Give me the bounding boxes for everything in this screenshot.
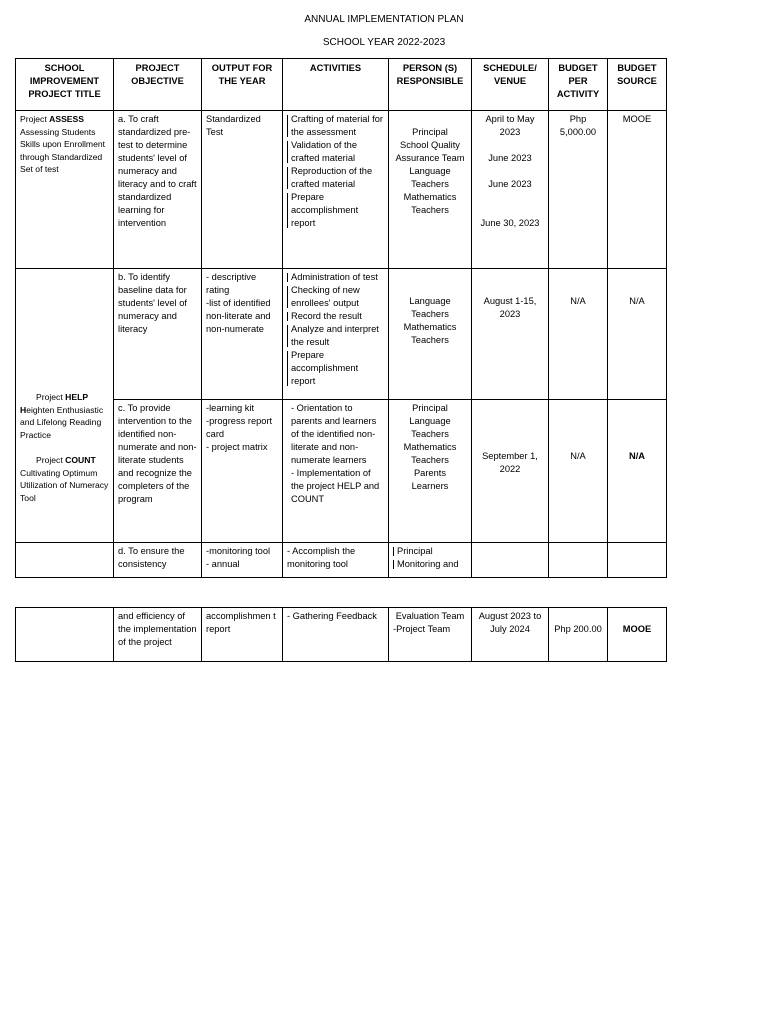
activity-item: Validation of the crafted material — [287, 139, 384, 165]
objective-cell: c. To provide intervention to the identified non-numerate and non-literate students and recognize the completers of the program — [114, 400, 202, 543]
activity-item: Crafting of material for the assessment — [287, 113, 384, 139]
implementation-plan-table — [15, 58, 667, 578]
output-item: - annual — [206, 559, 240, 569]
activity-item: Record the result — [287, 310, 384, 323]
help-letter: H — [20, 404, 27, 415]
header-project-title: SCHOOL IMPROVEMENT PROJECT TITLE — [16, 59, 114, 111]
document-title: ANNUAL IMPLEMENTATION PLAN — [304, 14, 464, 25]
activity-item: Reproduction of the crafted material — [287, 165, 384, 191]
person-item: Parents — [413, 468, 447, 478]
persons-cell — [389, 400, 472, 543]
header-output: OUTPUT FOR THE YEAR — [202, 59, 283, 111]
output-cell — [202, 543, 283, 578]
project-description: Assessing Students Skills upon Enrollment through Standardized Set of test — [20, 126, 106, 174]
source-cell: N/A — [608, 269, 667, 400]
budget-cell-empty — [549, 543, 608, 578]
activity-item: - Implementation of the project HELP and COUNT — [291, 468, 380, 504]
project-name: ASSESS — [49, 114, 85, 124]
activities-cell: - Accomplish the monitoring tool — [283, 543, 389, 578]
project-cell-empty — [16, 543, 114, 578]
activities-cell — [283, 111, 389, 269]
source-cell: N/A — [608, 400, 667, 543]
activity-item: Administration of test — [287, 271, 384, 284]
help-name: HELP — [65, 392, 89, 402]
activity-item: Prepare accomplishment report — [287, 191, 384, 230]
person-item: Mathematics Teachers — [403, 442, 457, 465]
activity-item: Prepare accomplishment report — [287, 349, 384, 388]
schedule-cell: September 1, 2022 — [472, 400, 549, 543]
persons-cell — [389, 269, 472, 400]
source-cell-empty — [608, 543, 667, 578]
source-cell: MOOE — [608, 608, 667, 662]
person-item: Principal — [412, 403, 448, 413]
output-cell: Standardized Test — [202, 111, 283, 269]
project-assess-cell — [16, 111, 114, 269]
schedule-item: June 2023 — [488, 179, 532, 189]
person-item: Principal — [412, 127, 448, 137]
schedule-item: June 2023 — [488, 153, 532, 163]
budget-cell: Php 5,000.00 — [549, 111, 608, 269]
objective-cell: and efficiency of the implementation of the project — [114, 608, 202, 662]
person-item: Learners — [411, 481, 449, 491]
budget-cell: N/A — [549, 400, 608, 543]
source-cell: MOOE — [608, 111, 667, 269]
person-item: Mathematics Teachers — [403, 192, 457, 215]
table-row — [16, 400, 667, 543]
objective-cell: b. To identify baseline data for students' level of numeracy and literacy — [114, 269, 202, 400]
schedule-cell — [472, 111, 549, 269]
persons-cell — [389, 111, 472, 269]
header-persons: PERSON (S) RESPONSIBLE — [389, 59, 472, 111]
table-row — [16, 543, 667, 578]
table-row — [16, 269, 667, 400]
table-row — [16, 111, 667, 269]
document-subtitle: SCHOOL YEAR 2022-2023 — [322, 37, 446, 48]
output-item: - project matrix — [206, 442, 268, 452]
activities-cell — [283, 400, 389, 543]
header-activities: ACTIVITIES — [283, 59, 389, 111]
output-item: -list of identified non-literate and non-numerate — [206, 298, 271, 334]
person-item: -Project Team — [393, 624, 451, 634]
budget-cell: Php 200.00 — [549, 608, 608, 662]
person-item: Monitoring and — [393, 558, 467, 571]
table-row — [16, 608, 667, 662]
count-prefix: Project — [36, 455, 66, 465]
schedule-item: April to May 2023 — [485, 114, 535, 137]
continuation-table — [15, 607, 667, 662]
header-row — [16, 59, 667, 111]
output-cell — [202, 269, 283, 400]
person-item: Language Teachers — [409, 296, 451, 319]
project-cell-empty — [16, 608, 114, 662]
activities-cell: - Gathering Feedback — [283, 608, 389, 662]
schedule-cell: August 2023 to July 2024 — [472, 608, 549, 662]
header-budget: BUDGET PER ACTIVITY — [549, 59, 608, 111]
output-cell: accomplishmen t report — [202, 608, 283, 662]
objective-cell: a. To craft standardized pre-test to determine students' level of numeracy and literacy and to craft standardized learning for intervention — [114, 111, 202, 269]
count-name: COUNT — [65, 455, 96, 465]
person-item: Principal — [393, 545, 467, 558]
person-item: Language Teachers — [409, 416, 451, 439]
header-source: BUDGET SOURCE — [608, 59, 667, 111]
person-item: Evaluation Team — [395, 611, 465, 621]
project-prefix: Project — [20, 114, 50, 124]
help-prefix: Project — [36, 392, 66, 402]
person-item: School Quality Assurance Team — [395, 140, 465, 163]
schedule-cell: August 1-15, 2023 — [472, 269, 549, 400]
output-cell — [202, 400, 283, 543]
persons-cell — [389, 608, 472, 662]
output-item: - descriptive rating — [206, 272, 257, 295]
header-schedule: SCHEDULE/ VENUE — [472, 59, 549, 111]
count-description: Cultivating Optimum Utilization of Numeracy Tool — [20, 467, 109, 503]
activity-item: Analyze and interpret the result — [287, 323, 384, 349]
activities-cell — [283, 269, 389, 400]
budget-cell: N/A — [549, 269, 608, 400]
activity-item: - Orientation to parents and learners of the identified non-literate and non-numerate learners — [291, 403, 377, 465]
help-description: eighten Enthusiastic and Lifelong Reading Practice — [20, 404, 104, 440]
project-help-count-cell — [16, 269, 114, 543]
output-item: -learning kit — [206, 403, 255, 413]
schedule-item: June 30, 2023 — [480, 218, 540, 228]
objective-cell: d. To ensure the consistency — [114, 543, 202, 578]
person-item: Mathematics Teachers — [403, 322, 457, 345]
person-item: Language Teachers — [409, 166, 451, 189]
persons-cell — [389, 543, 472, 578]
output-item: -progress report card — [206, 416, 273, 439]
schedule-cell-empty — [472, 543, 549, 578]
output-item: -monitoring tool — [206, 546, 271, 556]
header-objective: PROJECT OBJECTIVE — [114, 59, 202, 111]
activity-item: Checking of new enrollees' output — [287, 284, 384, 310]
